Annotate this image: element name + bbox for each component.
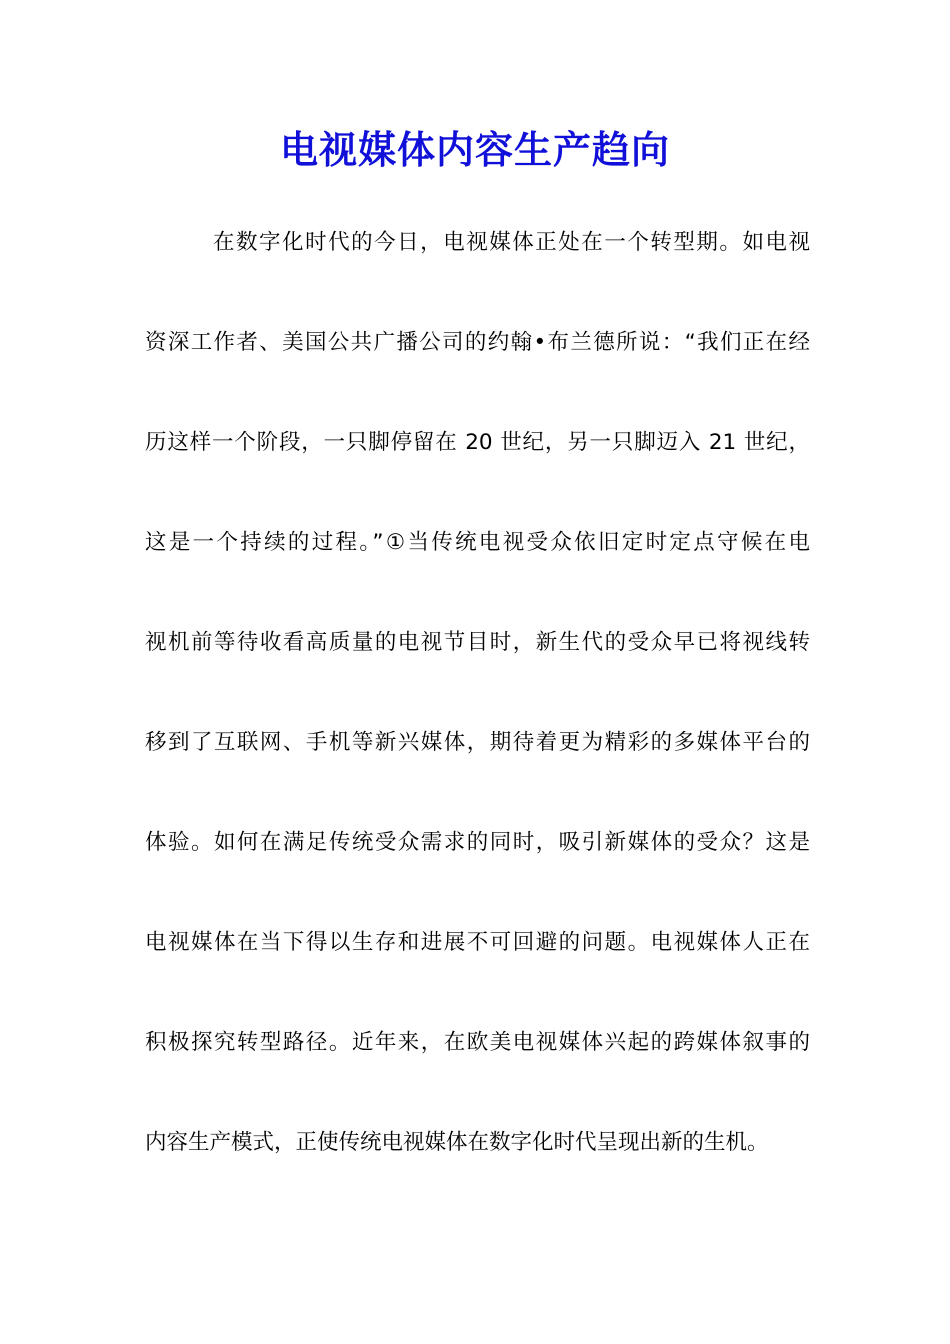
paragraph-line: 电视媒体在当下得以生存和进展不可回避的问题。电视媒体人正在 <box>145 930 810 955</box>
paragraph-line: 在数字化时代的今日，电视媒体正处在一个转型期。如电视 <box>213 230 810 255</box>
paragraph-line: 这是一个持续的过程。”①当传统电视受众依旧定时定点守候在电 <box>145 530 810 555</box>
paragraph-line: 移到了互联网、手机等新兴媒体，期待着更为精彩的多媒体平台的 <box>145 730 810 755</box>
paragraph-line: 积极探究转型路径。近年来，在欧美电视媒体兴起的跨媒体叙事的 <box>145 1030 810 1055</box>
paragraph-line: 资深工作者、美国公共广播公司的约翰•布兰德所说：“我们正在经 <box>145 330 810 355</box>
page-title: 电视媒体内容生产趋向 <box>279 127 670 172</box>
paragraph-line: 内容生产模式，正使传统电视媒体在数字化时代呈现出新的生机。 <box>145 1130 769 1155</box>
paragraph-line: 历这样一个阶段，一只脚停留在 20 世纪，另一只脚迈入 21 世纪， <box>145 430 810 455</box>
paragraph-line: 视机前等待收看高质量的电视节目时，新生代的受众早已将视线转 <box>145 630 810 655</box>
paragraph-line: 体验。如何在满足传统受众需求的同时，吸引新媒体的受众？这是 <box>145 830 810 855</box>
